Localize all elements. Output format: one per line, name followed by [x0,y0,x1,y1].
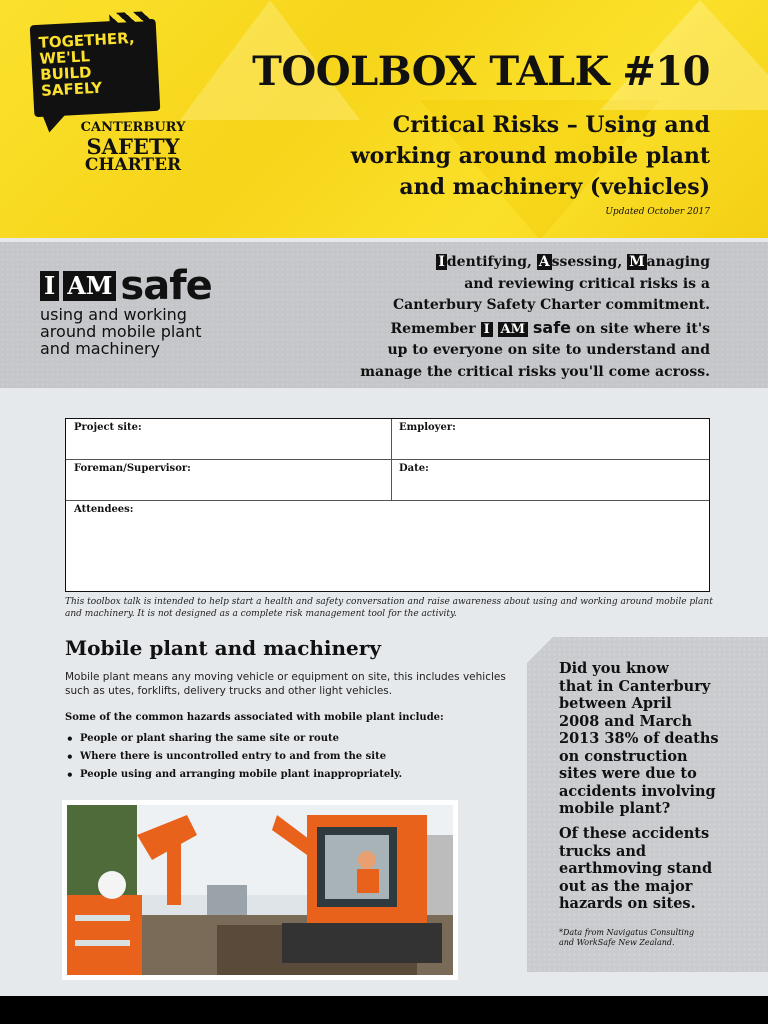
page-title: TOOLBOX TALK #10 [252,48,710,95]
stat-line: between April [559,695,672,712]
stat-line: trucks and [559,842,647,860]
iam-safe-logo [40,263,212,309]
page-subtitle [270,110,710,203]
updated-date: Updated October 2017 [605,207,710,217]
speech-tail [42,114,67,133]
stat-line: 2013 38% of deaths [559,730,719,747]
subtitle-line: working around mobile plant [350,143,710,169]
footer-bar [0,996,768,1024]
excavator-photo [62,800,458,980]
employer-field[interactable]: Employer: [399,422,456,433]
iam-am-block: AM [63,271,116,301]
inline-iam-safe: safe [532,317,572,337]
stat-line: sites were due to [559,765,697,782]
stat-line: 2008 and March [559,712,692,730]
date-field[interactable]: Date: [399,463,429,474]
subtitle-line: Critical Risks – Using and [392,112,710,138]
list-item: • People using and arranging mobile plant inappropriately. [65,766,402,784]
list-item: • Where there is uncontrolled entry to and from the site [65,748,402,766]
inline-iam-i: I [481,322,493,337]
section-title: Mobile plant and machinery [65,636,381,660]
charter-line-canterbury: CANTERBURY [80,120,186,135]
hazards-heading: Some of the common hazards associated with mobile plant include: [65,712,444,723]
initial-i: I [438,254,445,270]
iam-sub-line: and machinery [40,339,160,358]
iam-sub-line: around mobile plant [40,322,202,341]
header-banner [0,0,768,238]
attendees-field[interactable]: Attendees: [74,504,134,515]
commit-line-5: up to everyone on site to understand and [387,342,710,358]
logo-line: BUILD [39,63,92,84]
stat-line: hazards on sites. [559,895,696,912]
stat-line: accidents involving [559,782,716,800]
commit-word: on site where it's [571,320,710,337]
stat-line: mobile plant? [559,800,671,817]
stat-line: that in Canterbury [559,677,711,695]
charter-line-charter: CHARTER [84,155,182,175]
stat-line: on construction [559,747,688,765]
logo-line: SAFELY [40,78,103,100]
commit-line-2: and reviewing critical risks is a [464,275,710,292]
talk-details-form [65,418,710,592]
stat-line: Of these accidents [559,825,710,842]
charter-logo-badge [30,19,161,117]
charter-line-safety: SAFETY [86,134,180,159]
commit-line-3: Canterbury Safety Charter commitment. [393,297,710,313]
iam-i-block: I [40,271,59,301]
initial-m: M [629,254,645,270]
stat-line: out as the major [559,877,693,895]
disclaimer-note: This toolbox talk is intended to help start a health and safety conversation and raise awareness about using and working around mobile plant and machinery. It is not designed as a complete risk management tool for the activity. [65,597,713,619]
commit-word: ssessing, [551,254,628,270]
iam-sub-line: using and working [40,305,187,324]
initial-a: A [538,254,550,270]
hazard-stripes [109,11,149,23]
iam-safe-word: safe [120,263,212,309]
foreman-field[interactable]: Foreman/Supervisor: [74,463,191,474]
list-item: • People or plant sharing the same site or route [65,730,402,748]
commit-word: anaging [646,254,710,270]
inline-iam-am: AM [498,322,528,337]
logo-line: TOGETHER, [38,28,136,52]
commit-word: dentifying, [446,254,537,270]
data-source-note [559,928,749,948]
section-intro: Mobile plant means any moving vehicle or equipment on site, this includes vehicles such as utes, forklifts, delivery trucks and other light vehicles. [65,671,506,697]
logo-slogan [38,30,137,99]
iam-safe-subtitle [40,306,202,357]
stat-line: Did you know [559,660,669,677]
project-site-field[interactable]: Project site: [74,422,142,433]
hazards-list [65,730,402,784]
charter-commitment [330,252,710,383]
commit-line-6: manage the critical risks you'll come across. [360,363,710,380]
did-you-know-followup [559,825,749,913]
commit-line-1 [330,252,710,274]
commit-line-4 [330,317,710,341]
commit-word: Remember [390,320,481,337]
charter-name [70,118,196,175]
stat-line: earthmoving stand [559,860,713,877]
did-you-know-stat [559,660,749,818]
excavator-illustration [67,805,453,975]
subtitle-line: and machinery (vehicles) [399,174,710,200]
panel-corner-cut [527,637,553,663]
logo-line: WE'LL [38,47,91,68]
source-line: *Data from Navigatus Consulting [559,928,695,937]
source-line: and WorkSafe New Zealand. [559,938,675,947]
